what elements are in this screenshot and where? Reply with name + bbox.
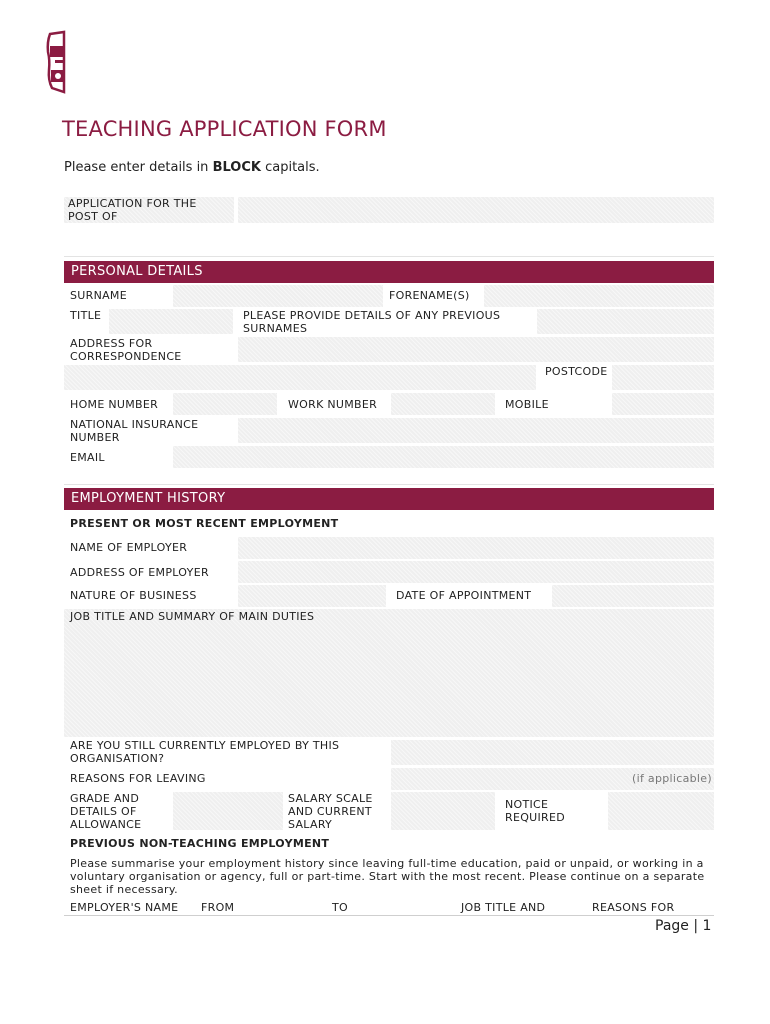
column-to: TO xyxy=(332,901,348,914)
work-number-field[interactable] xyxy=(391,393,495,415)
ni-number-label: NATIONAL INSURANCE NUMBER xyxy=(70,418,199,444)
if-applicable-note: (if applicable) xyxy=(632,772,712,785)
form-title: TEACHING APPLICATION FORM xyxy=(62,117,387,141)
column-employer-name: EMPLOYER'S NAME xyxy=(70,901,179,914)
post-label: APPLICATION FOR THE POST OF xyxy=(64,197,234,223)
previous-surnames-label: PLEASE PROVIDE DETAILS OF ANY PREVIOUS SURNAMES xyxy=(243,309,501,335)
intro-pre: Please enter details in xyxy=(64,160,213,175)
date-of-appointment-field[interactable] xyxy=(552,585,714,607)
column-reasons: REASONS FOR xyxy=(592,901,675,914)
work-number-label: WORK NUMBER xyxy=(288,398,378,411)
employer-address-label: ADDRESS OF EMPLOYER xyxy=(70,566,209,579)
intro-post: capitals. xyxy=(260,160,320,175)
surname-label: SURNAME xyxy=(70,289,127,302)
nature-of-business-label: NATURE OF BUSINESS xyxy=(70,589,197,602)
address-field-line-2[interactable] xyxy=(64,365,536,390)
grade-details-field[interactable] xyxy=(173,792,283,830)
title-label: TITLE xyxy=(70,309,102,322)
reasons-for-leaving-label: REASONS FOR LEAVING xyxy=(70,772,206,785)
still-employed-label: ARE YOU STILL CURRENTLY EMPLOYED BY THIS ORGANISATION? xyxy=(70,739,340,765)
intro-text xyxy=(64,160,320,175)
date-of-appointment-label: DATE OF APPOINTMENT xyxy=(396,589,532,602)
previous-employment-instructions: Please summarise your employment history since leaving full-time education, paid or unpaid, or working in a voluntary organisation or agency, full or part-time. Start with the most recent. Please continue on a separate sheet if necessary. xyxy=(70,857,705,896)
present-employment-heading: PRESENT OR MOST RECENT EMPLOYMENT xyxy=(70,517,339,530)
divider xyxy=(64,484,714,485)
previous-employment-heading: PREVIOUS NON-TEACHING EMPLOYMENT xyxy=(70,837,330,850)
post-field[interactable] xyxy=(238,197,714,223)
still-employed-field[interactable] xyxy=(391,740,714,765)
forenames-label: FORENAME(S) xyxy=(389,289,470,302)
salary-scale-field[interactable] xyxy=(391,792,495,830)
forenames-field[interactable] xyxy=(484,285,714,307)
address-field[interactable] xyxy=(238,337,714,362)
job-duties-label: JOB TITLE AND SUMMARY OF MAIN DUTIES xyxy=(70,610,315,623)
personal-details-heading: PERSONAL DETAILS xyxy=(64,261,714,283)
page-number: Page | 1 xyxy=(655,918,712,934)
title-field[interactable] xyxy=(109,309,233,334)
divider xyxy=(64,256,714,257)
address-label: ADDRESS FOR CORRESPONDENCE xyxy=(70,337,182,363)
previous-surnames-field[interactable] xyxy=(537,309,714,334)
ni-number-field[interactable] xyxy=(238,418,714,443)
home-number-field[interactable] xyxy=(173,393,277,415)
home-number-label: HOME NUMBER xyxy=(70,398,159,411)
notice-required-field[interactable] xyxy=(608,792,714,830)
employer-name-field[interactable] xyxy=(238,537,714,559)
email-field[interactable] xyxy=(173,446,714,468)
surname-field[interactable] xyxy=(173,285,383,307)
table-header-rule xyxy=(64,915,714,916)
postcode-label: POSTCODE xyxy=(545,365,608,378)
postcode-field[interactable] xyxy=(612,365,714,390)
nature-of-business-field[interactable] xyxy=(238,585,386,607)
job-duties-field[interactable] xyxy=(64,609,714,737)
column-job-title: JOB TITLE AND xyxy=(461,901,546,914)
column-from: FROM xyxy=(201,901,235,914)
employment-history-heading: EMPLOYMENT HISTORY xyxy=(64,488,714,510)
mobile-label: MOBILE xyxy=(505,398,549,411)
salary-scale-label: SALARY SCALE AND CURRENT SALARY xyxy=(288,792,373,831)
grade-details-label: GRADE AND DETAILS OF ALLOWANCE xyxy=(70,792,142,831)
employer-address-field[interactable] xyxy=(238,561,714,583)
email-label: EMAIL xyxy=(70,451,105,464)
mobile-field[interactable] xyxy=(612,393,714,415)
employer-name-label: NAME OF EMPLOYER xyxy=(70,541,188,554)
school-crest-logo xyxy=(44,30,66,94)
notice-required-label: NOTICE REQUIRED xyxy=(505,798,566,824)
intro-bold: BLOCK xyxy=(212,160,261,175)
